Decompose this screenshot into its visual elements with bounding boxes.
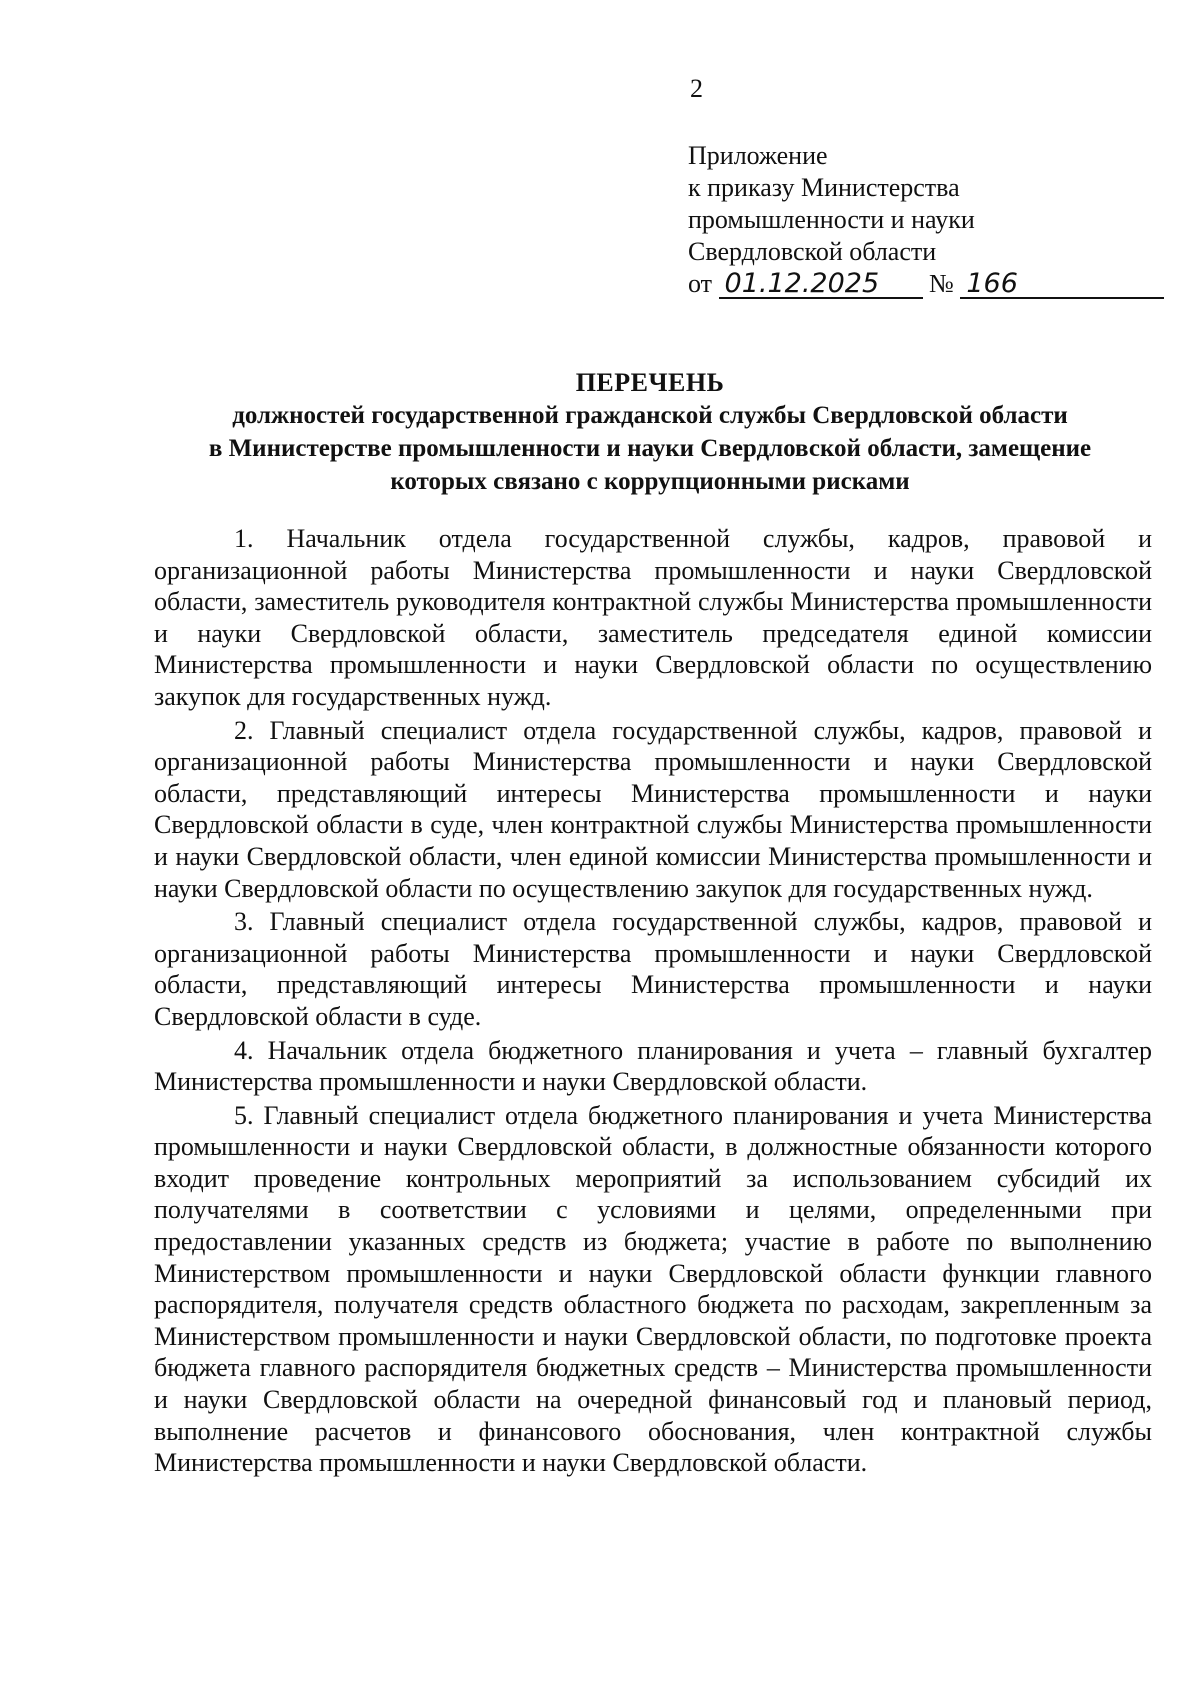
appendix-line-3: промышленности и науки [688,205,975,234]
handwritten-date: 01.12.2025 [719,271,923,299]
number-label: № [929,269,954,298]
list-item-3: 3. Главный специалист отдела государственной службы, кадров, правовой и организационной работы Министерства промышленности и науки Свердловской области, представляющий интересы Министерства промышленности и науки Свердловской области в суде. [154,907,1152,1031]
list-item-4: 4. Начальник отдела бюджетного планирования и учета – главный бухгалтер Министерства промышленности и науки Свердловской области. [154,1035,1152,1097]
document-subtitle-line-2: в Министерстве промышленности и науки Свердловской области, замещение [208,435,1092,462]
document-title: ПЕРЕЧЕНЬ [575,368,725,397]
appendix-block [688,140,1164,300]
list-item-2: 2. Главный специалист отдела государственной службы, кадров, правовой и организационной работы Министерства промышленности и науки Свердловской области, представляющий интересы Министерства промышленности и науки Свердловской области в суде, член контрактной службы Министерства промышленности и науки Свердловской области, член единой комиссии Министерства промышленности и науки Свердловской области по осуществлению закупок для государственных нужд. [154,715,1152,903]
order-reference-line [688,268,1164,300]
appendix-line-1: Приложение [688,141,828,170]
positions-list [154,523,1152,1481]
handwritten-order-number: 166 [960,271,1164,299]
list-item-5: 5. Главный специалист отдела бюджетного планирования и учета Министерства промышленности и науки Свердловской области, в должностные обязанности которого входит проведение контрольных мероприятий за использованием субсидий их получателями в соответствии с условиями и целями, определенными при предоставлении указанных средств из бюджета; участие в работе по выполнению Министерством промышленности и науки Свердловской области функции главного распорядителя, получателя средств областного бюджета по расходам, закрепленным за Министерством промышленности и науки Свердловской области, по подготовке проекта бюджета главного распорядителя бюджетных средств – Министерства промышленности и науки Свердловской области на очередной финансовый год и плановый период, выполнение расчетов и финансового обоснования, член контрактной службы Министерства промышленности и науки Свердловской области. [154,1100,1152,1478]
document-title-block [150,366,1150,498]
from-label: от [688,269,713,298]
document-subtitle-line-1: должностей государственной гражданской службы Свердловской области [232,402,1068,429]
document-subtitle-line-3: которых связано с коррупционными рисками [390,468,910,495]
appendix-line-2: к приказу Министерства [688,173,960,202]
appendix-line-4: Свердловской области [688,237,937,266]
page-number: 2 [690,74,703,103]
list-item-1: 1. Начальник отдела государственной службы, кадров, правовой и организационной работы Министерства промышленности и науки Свердловской области, заместитель руководителя контрактной службы Министерства промышленности и науки Свердловской области, заместитель председателя единой комиссии Министерства промышленности и науки Свердловской области по осуществлению закупок для государственных нужд. [154,524,1152,711]
